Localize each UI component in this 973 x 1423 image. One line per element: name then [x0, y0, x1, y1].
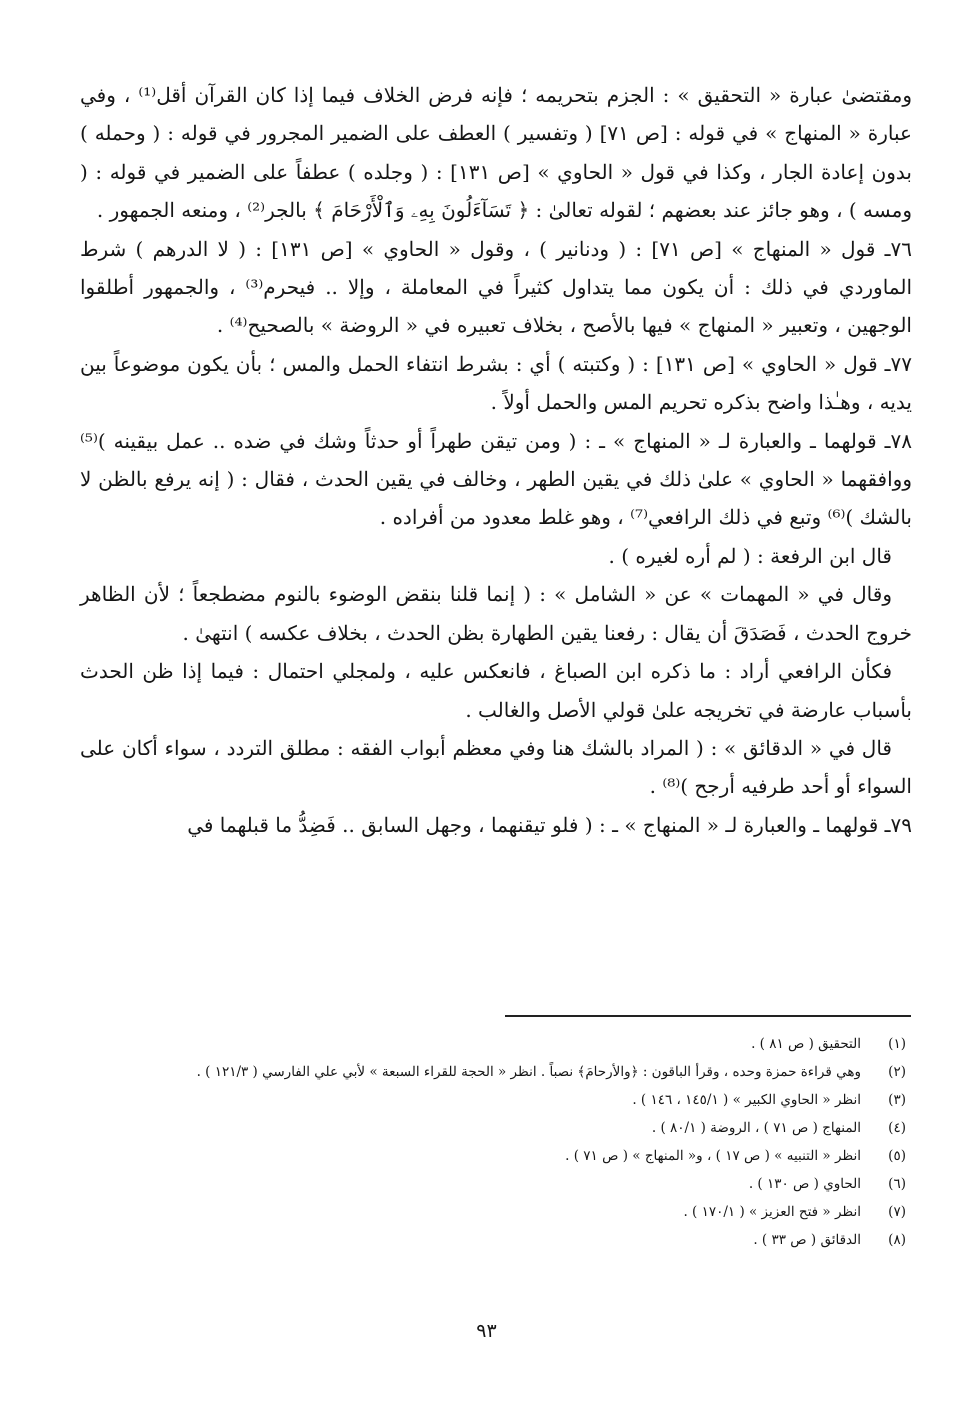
footnote-number: (٣) — [888, 1092, 906, 1108]
paragraph-76: ٧٦ـ قول « المنهاج » [ص ٧١] : ( ودنانير ) ، وقول « الحاوي » [ص ١٣١] : ( لا الدرهم ) شرط الماوردي في ذلك : أن يكون مما يتداول كثيراً في المعاملة ، وإلا .. فيحرم⁽³⁾ ، والجمهور أطلقوا الوجهين ، وتعبير « المنهاج » فيها بالأصح ، بخلاف تعبيره في « الروضة » بالصحيح⁽⁴⁾ . — [80, 236, 913, 338]
page-number: ٩٣ — [476, 1320, 497, 1342]
main-text — [80, 76, 912, 844]
footnote-text: انظر « التنبيه » ( ص ١٧ ) ، و« المنهاج » ( ص ٧١ ) . — [565, 1148, 861, 1164]
paragraph-79: ٧٩ـ قولهما ـ والعبارة لـ « المنهاج » ـ : ( فلو تيقنهما ، وجهل السابق .. فَضِدُّ ما قبلهما في — [187, 812, 912, 837]
footnotes — [80, 1030, 912, 1254]
footnote-text: الحاوي ( ص ١٣٠ ) . — [748, 1176, 861, 1192]
footnote-number: (٨) — [888, 1232, 906, 1248]
footnote-number: (٢) — [888, 1064, 906, 1080]
footnote-text: انظر « فتح العزيز » ( ١٧٠/١ ) . — [683, 1204, 861, 1220]
paragraph: قال في « الدقائق » : ( المراد بالشك هنا وفي معظم أبواب الفقه : مطلق التردد ، سواء أكان على السواء أو أحد طرفيه أرجح )⁽⁸⁾ . — [80, 735, 912, 799]
footnote-number: (٦) — [888, 1176, 906, 1192]
footnote-text: الدقائق ( ص ٣٣ ) . — [753, 1232, 861, 1248]
footnote — [80, 1030, 912, 1058]
footnote-text: المنهاج ( ص ٧١ ) ، الروضة ( ٨٠/١ ) . — [651, 1120, 861, 1136]
footnote — [80, 1170, 912, 1198]
paragraph: قال ابن الرفعة : ( لم أره لغيره ) . — [608, 543, 892, 568]
footnote — [80, 1058, 912, 1086]
footnote-text: التحقيق ( ص ٨١ ) . — [751, 1036, 861, 1052]
footnote — [80, 1198, 912, 1226]
paragraph: ومقتضىٰ عبارة « التحقيق » : الجزم بتحريمه ؛ فإنه فرض الخلاف فيما إذا كان القرآن أقل⁽¹⁾ ، وفي عبارة « المنهاج » في قوله : [ص ٧١] ( وتفسير ) العطف على الضمير المجرور في قوله : ( وحمله ) بدون إعادة الجار ، وكذا في قول « الحاوي » [ص ١٣١] : ( وجلده ) عطفاً على الضمير في قوله : ( ومسه ) ، وهو جائز عند بعضهم ؛ لقوله تعالىٰ : ﴿ تَسَآءَلُونَ بِهِۦ وَٱلْأَرْحَامَ ﴾ بالجر⁽²⁾ ، ومنعه الجمهور . — [80, 83, 912, 223]
paragraph: وقال في « المهمات » عن « الشامل » : ( إنما قلنا بنقض الوضوء بالنوم مضطجعاً ؛ لأن الظاهر خروج الحدث ، فَصَدَقَ أن يقال : رفعنا يقين الطهارة بظن الحدث ، بخلاف عكسه ) انتهىٰ . — [80, 582, 912, 645]
footnote — [80, 1114, 912, 1142]
footnote — [80, 1142, 912, 1170]
footnote-text: وهي قراءة حمزة وحده ، وقرأ الباقون : ﴿والأرحامَ﴾ نصباً . انظر « الحجة للقراء السبعة » لأبي علي الفارسي ( ١٢١/٣ ) . — [196, 1064, 861, 1080]
paragraph: فكأن الرافعي أراد : ما ذكره ابن الصباغ ، فانعكس عليه ، ولمجلي احتمال : فيما إذا ظن الحدث بأسباب عارضة في تخريجه علىٰ قولي الأصل والغالب . — [80, 659, 912, 722]
paragraph-77: ٧٧ـ قول « الحاوي » [ص ١٣١] : ( وكتبته ) أي : بشرط انتفاء الحمل والمس ؛ بأن يكون موضوعاً بين يديه ، وهـٰذا واضح بذكره تحريم المس والحمل أولاً . — [80, 351, 912, 415]
footnote-separator — [505, 1015, 911, 1017]
paragraph-78: ٧٨ـ قولهما ـ والعبارة لـ « المنهاج » ـ : ( ومن تيقن طهراً أو حدثاً وشك في ضده .. عمل بيقينه )⁽⁵⁾ ووافقهما « الحاوي » علىٰ ذلك في يقين الطهر ، وخالف في يقين الحدث ، فقال : ( إنه يرفع بالظن لا بالشك )⁽⁶⁾ وتبع في ذلك الرافعي⁽⁷⁾ ، وهو غلط معدود من أفراده . — [80, 428, 912, 530]
footnote-number: (١) — [888, 1036, 906, 1052]
footnote — [80, 1086, 912, 1114]
footnote-number: (٥) — [888, 1148, 906, 1164]
footnote-number: (٤) — [888, 1120, 906, 1136]
footnote-number: (٧) — [888, 1204, 906, 1220]
footnote-text: انظر « الحاوي الكبير » ( ١٤٥/١ ، ١٤٦ ) . — [632, 1092, 861, 1108]
footnote — [80, 1226, 912, 1254]
